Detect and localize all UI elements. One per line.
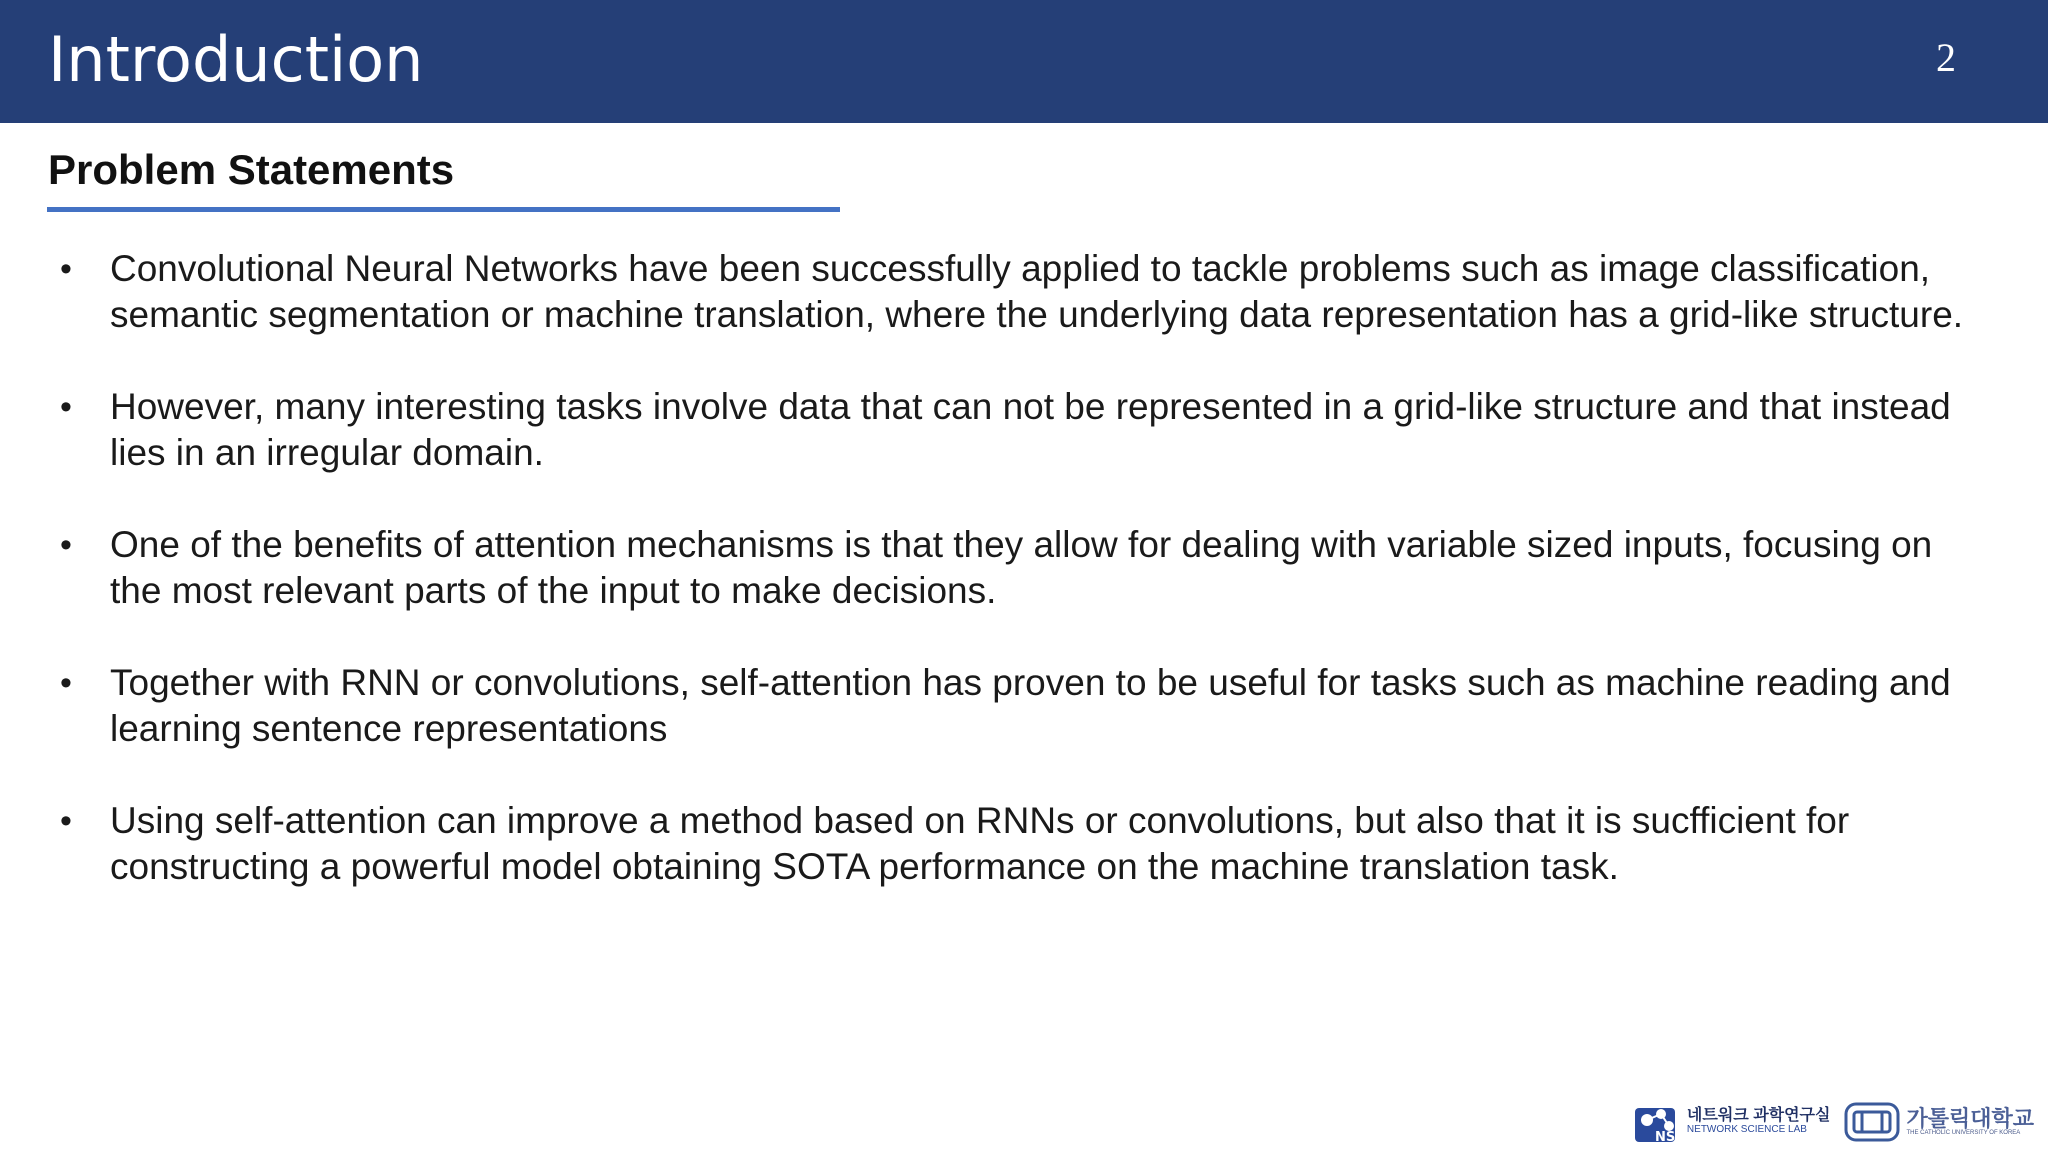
bullet-text: Convolutional Neural Networks have been successfully applied to tackle problems such as image classification, semantic segmentation or machine translation, where the underlying data representation has a grid-like structure. [110,248,1964,335]
bullet-text: Using self-attention can improve a method based on RNNs or convolutions, but also that it is sucfficient for constructing a powerful model obtaining SOTA performance on the machine translation task. [110,800,1850,887]
bullet-item [0,660,2048,752]
bullet-marker: • [60,664,72,702]
slide-title: Introduction [48,23,424,96]
section-underline [47,207,840,212]
section-heading: Problem Statements [48,146,455,193]
lab-name-korean: 네트워크 과학연구실 [1686,1107,1831,1125]
university-name-korean: 가톨릭대학교 [1906,1106,2034,1132]
bullet-list [0,246,2048,936]
university-name-english: THE CATHOLIC UNIVERSITY OF KOREA [1906,1130,2021,1137]
footer-logos [1635,1098,2034,1146]
catholic-university-logo [1844,1100,2034,1144]
bullet-marker: • [60,250,72,288]
bullet-item [0,798,2048,890]
bullet-marker: • [60,388,72,426]
lab-badge-text: NS [1654,1130,1676,1144]
bullet-item [0,384,2048,476]
network-science-lab-logo [1635,1100,1831,1144]
lab-name-english: NETWORK SCIENCE LAB [1686,1124,1807,1136]
bullet-item [0,246,2048,338]
bullet-marker: • [60,526,72,564]
page-number: 2 [1936,35,1956,80]
university-emblem-icon [1844,1100,1900,1144]
bullet-marker: • [60,802,72,840]
network-nodes-icon [1635,1100,1681,1144]
bullet-text: However, many interesting tasks involve data that can not be represented in a grid-like structure and that instead lies in an irregular domain. [110,386,1951,473]
bullet-text: One of the benefits of attention mechanisms is that they allow for dealing with variable sized inputs, focusing on the most relevant parts of the input to make decisions. [110,524,1933,611]
bullet-item [0,522,2048,614]
bullet-text: Together with RNN or convolutions, self-attention has proven to be useful for tasks such as machine reading and learning sentence representations [110,662,1951,749]
